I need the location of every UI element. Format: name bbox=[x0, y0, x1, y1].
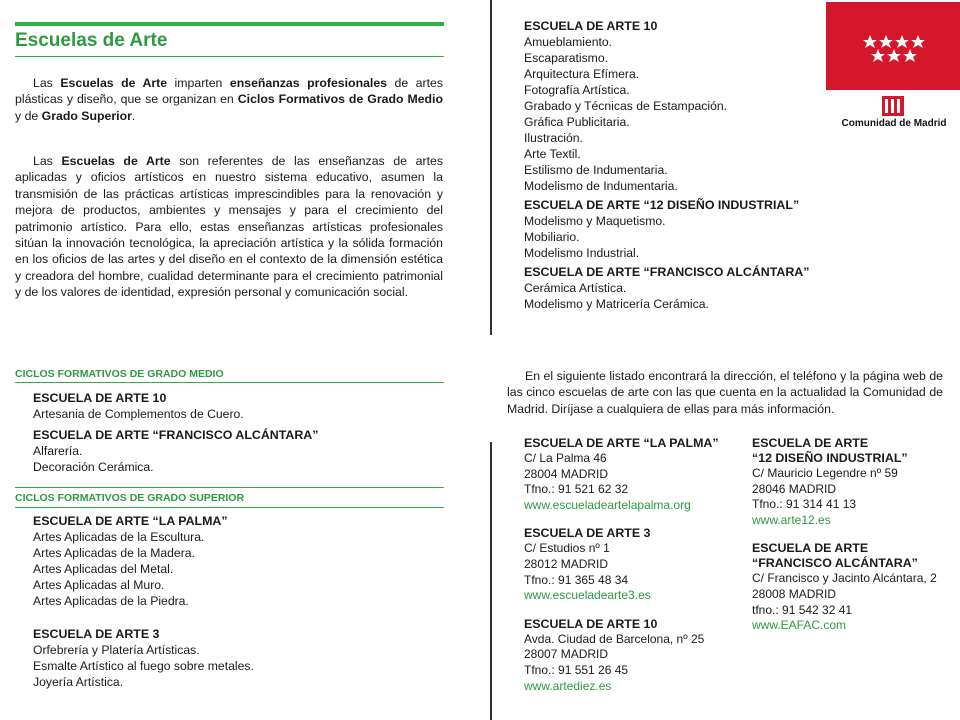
course-item: Artes Aplicadas del Metal. bbox=[33, 562, 174, 576]
grado-superior-schools bbox=[33, 514, 443, 690]
text-run: y de bbox=[15, 108, 42, 123]
course-item: Artes Aplicadas de la Piedra. bbox=[33, 594, 189, 608]
grado-superior-top-line bbox=[15, 487, 444, 488]
contact-website: www.arte12.es bbox=[752, 512, 831, 527]
course-item: Modelismo de Indumentaria. bbox=[524, 179, 678, 193]
contact-school-name: ESCUELA DE ARTE 10 bbox=[524, 616, 658, 631]
contact-detail: 28008 MADRID bbox=[752, 586, 837, 601]
contact-detail: 28012 MADRID bbox=[524, 556, 609, 571]
course-item: Mobiliario. bbox=[524, 230, 580, 244]
course-list bbox=[33, 406, 443, 422]
text-run: son referentes de las enseñanzas de artes aplicadas y oficios artísticos en nuestro sistema educativo, asumen la transmisión de las prácticas artísticas imprescindibles para la renovación y mejora de productos, ambientes y mensajes y para el crecimiento del patrimonio artístico. Para ello, estas enseñanzas artísticas profesionales sitúan la innovación tecnológica, la apreciación artística y la sólida formación en los oficios de las artes y del diseño en el contexto de la dimensión estética y creadora del hombre, cualidad determinante para el crecimiento patrimonial y de los valores de identidad, expresión personal y comunicación social. bbox=[15, 154, 443, 300]
grado-superior-line bbox=[15, 507, 444, 508]
course-item: Grabado y Técnicas de Estampación. bbox=[524, 99, 728, 113]
school-name: ESCUELA DE ARTE 10 bbox=[524, 19, 658, 33]
course-item: Artesania de Complementos de Cuero. bbox=[33, 407, 244, 421]
contact-block bbox=[524, 436, 744, 513]
contact-school-name: “12 DISEÑO INDUSTRIAL” bbox=[752, 451, 908, 465]
contact-website: www.escueladearte3.es bbox=[524, 588, 651, 603]
school-name: ESCUELA DE ARTE 10 bbox=[33, 391, 167, 405]
contacts-left bbox=[524, 436, 744, 694]
contact-block bbox=[752, 436, 957, 528]
contact-detail: Tfno.: 91 521 62 32 bbox=[524, 482, 629, 497]
grado-medio-section bbox=[15, 368, 444, 380]
course-item: Cerámica Artística. bbox=[524, 281, 627, 295]
course-list bbox=[33, 642, 443, 690]
intro-paragraph-2 bbox=[15, 153, 443, 301]
contacts-right bbox=[752, 436, 957, 634]
intro-paragraph-1 bbox=[15, 75, 443, 124]
school-block bbox=[33, 627, 443, 690]
school-block bbox=[524, 198, 824, 261]
school-name: ESCUELA DE ARTE “12 DISEÑO INDUSTRIAL” bbox=[524, 198, 800, 212]
school-name: ESCUELA DE ARTE “FRANCISCO ALCÁNTARA” bbox=[524, 265, 810, 279]
contact-school-name: ESCUELA DE ARTE “LA PALMA” bbox=[524, 436, 719, 450]
grado-superior-heading: CICLOS FORMATIVOS DE GRADO SUPERIOR bbox=[15, 492, 245, 504]
school-block bbox=[33, 428, 443, 475]
course-item: Arquitectura Efímera. bbox=[524, 67, 640, 81]
course-item: Artes Aplicadas de la Escultura. bbox=[33, 530, 205, 544]
course-item: Artes Aplicadas de la Madera. bbox=[33, 546, 195, 560]
school-block bbox=[33, 391, 443, 422]
contact-school-name: ESCUELA DE ARTE bbox=[752, 541, 869, 556]
course-item: Gráfica Publicitaria. bbox=[524, 115, 630, 129]
text-run: de artes plásticas y diseño, que se organizan en bbox=[15, 76, 443, 107]
text-run: imparten bbox=[167, 76, 230, 90]
bold-text: Escuelas de Arte bbox=[61, 154, 171, 168]
contact-school-name: ESCUELA DE ARTE bbox=[752, 436, 869, 450]
grado-superior-section bbox=[15, 492, 444, 504]
course-item: Artes Aplicadas al Muro. bbox=[33, 578, 165, 592]
course-item: Modelismo y Matricería Cerámica. bbox=[524, 297, 709, 311]
text-run: Las bbox=[33, 76, 61, 90]
madrid-flag bbox=[826, 2, 960, 90]
course-item: Amueblamiento. bbox=[524, 35, 613, 49]
school-block bbox=[524, 19, 824, 194]
course-item: Orfebrería y Platería Artísticas. bbox=[33, 643, 200, 657]
contact-detail: Tfno.: 91 365 48 34 bbox=[524, 572, 629, 587]
contact-detail: Avda. Ciudad de Barcelona, nº 25 bbox=[524, 631, 705, 646]
course-list bbox=[524, 213, 824, 261]
page-title: Escuelas de Arte bbox=[15, 30, 168, 51]
text-run: Las bbox=[33, 154, 62, 168]
contact-website: www.artediez.es bbox=[524, 678, 612, 693]
contact-detail: 28004 MADRID bbox=[524, 466, 609, 481]
course-list bbox=[33, 529, 443, 609]
bold-text: Ciclos Formativos de Grado Medio bbox=[237, 92, 443, 107]
contact-detail: C/ Francisco y Jacinto Alcántara, 2 bbox=[752, 571, 937, 586]
course-item: Modelismo Industrial. bbox=[524, 246, 640, 260]
logo-text: Comunidad de Madrid bbox=[841, 118, 947, 129]
course-item: Arte Textil. bbox=[524, 147, 581, 161]
course-item: Modelismo y Maquetismo. bbox=[524, 214, 666, 228]
contact-block bbox=[752, 541, 957, 633]
contact-school-name: “FRANCISCO ALCÁNTARA” bbox=[752, 556, 918, 571]
contact-detail: 28046 MADRID bbox=[752, 481, 837, 496]
contact-detail: Tfno.: 91 314 41 13 bbox=[752, 497, 857, 512]
contact-website: www.EAFAC.com bbox=[752, 618, 847, 633]
contact-detail: 28007 MADRID bbox=[524, 647, 609, 662]
bold-text: Escuelas de Arte bbox=[60, 76, 168, 90]
column-divider bbox=[490, 0, 492, 335]
course-item: Estilismo de Indumentaria. bbox=[524, 163, 668, 177]
contact-detail: C/ Estudios nº 1 bbox=[524, 541, 610, 556]
contact-school-name: ESCUELA DE ARTE 3 bbox=[524, 526, 651, 541]
course-item: Ilustración. bbox=[524, 131, 583, 145]
course-item: Fotografía Artística. bbox=[524, 83, 630, 97]
course-list bbox=[524, 34, 824, 194]
contact-block bbox=[524, 526, 744, 603]
course-item: Esmalte Artístico al fuego sobre metales. bbox=[33, 659, 254, 673]
comunidad-de-madrid-logo bbox=[826, 2, 960, 132]
course-item: Decoración Cerámica. bbox=[33, 460, 154, 474]
grado-medio-line bbox=[15, 382, 444, 383]
school-name: ESCUELA DE ARTE “FRANCISCO ALCÁNTARA” bbox=[33, 428, 319, 442]
contact-website: www.escueladeartelapalma.org bbox=[524, 497, 691, 512]
bold-text: Grado Superior bbox=[41, 108, 132, 123]
course-list bbox=[524, 280, 824, 312]
course-item: Alfarería. bbox=[33, 444, 83, 458]
school-block bbox=[33, 514, 443, 609]
course-list bbox=[33, 443, 443, 475]
contact-detail: Tfno.: 91 551 26 45 bbox=[524, 662, 629, 677]
text-run: . bbox=[131, 108, 136, 123]
madrid-emblem-icon bbox=[882, 96, 904, 116]
contact-detail: tfno.: 91 542 32 41 bbox=[752, 602, 853, 617]
grado-medio-schools bbox=[33, 391, 443, 475]
title-top-bar bbox=[15, 22, 444, 26]
contact-detail: C/ Mauricio Legendre nº 59 bbox=[752, 466, 898, 480]
contact-detail: C/ La Palma 46 bbox=[524, 451, 607, 465]
contact-block bbox=[524, 617, 744, 694]
grado-medio-heading: CICLOS FORMATIVOS DE GRADO MEDIO bbox=[15, 368, 224, 380]
bold-text: enseñanzas profesionales bbox=[229, 76, 388, 90]
right-schools-list bbox=[524, 19, 824, 312]
school-name: ESCUELA DE ARTE “LA PALMA” bbox=[33, 514, 228, 528]
school-name: ESCUELA DE ARTE 3 bbox=[33, 627, 160, 641]
school-block bbox=[524, 265, 824, 312]
contact-divider bbox=[490, 442, 492, 720]
stars-icon bbox=[826, 2, 960, 90]
course-item: Escaparatismo. bbox=[524, 51, 608, 65]
title-underline bbox=[15, 56, 444, 57]
listing-intro: En el siguiente listado encontrará la dirección, el teléfono y la página web de las cinco escuelas de arte con las que cuenta en la actualidad la Comunidad de Madrid. Diríjase a cualquiera de ellas para más información. bbox=[507, 369, 943, 416]
course-item: Joyería Artística. bbox=[33, 675, 124, 689]
